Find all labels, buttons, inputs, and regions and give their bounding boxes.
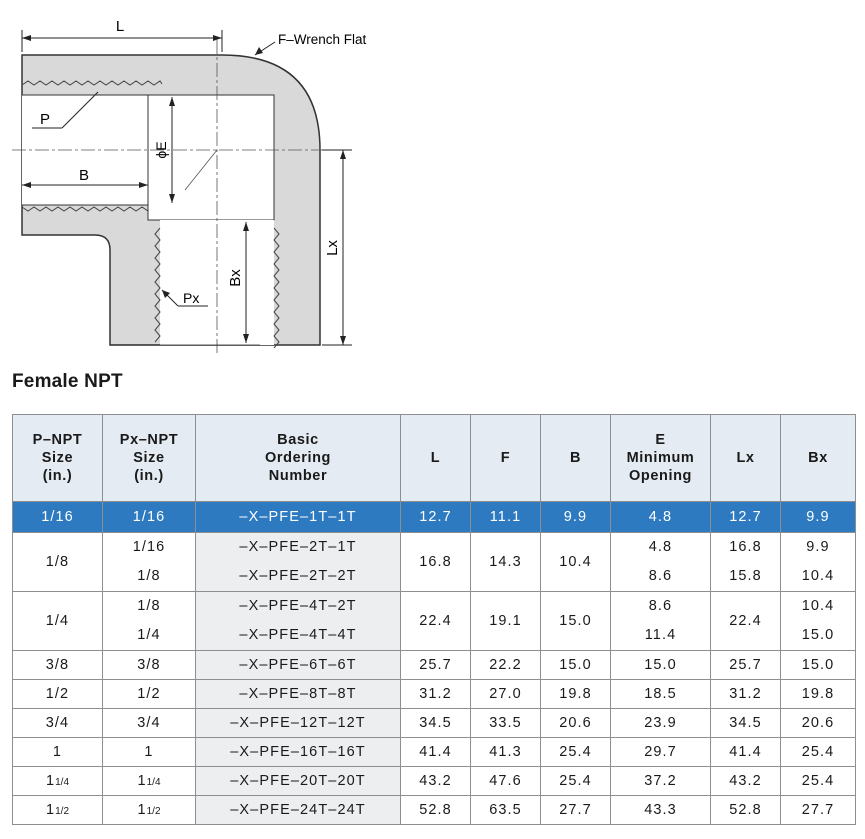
cell-f: 11.1 [471, 502, 541, 533]
cell-p: 1/8 [13, 533, 103, 592]
cell-e: 4.8 [611, 502, 711, 533]
cell-p: 3/4 [13, 709, 103, 738]
cell-b: 10.4 [541, 533, 611, 592]
cell-e: 43.3 [611, 796, 711, 825]
cell-e: 37.2 [611, 767, 711, 796]
cell-f: 63.5 [471, 796, 541, 825]
cell-e: 15.0 [611, 651, 711, 680]
cell-sub-value: –X–PFE–2T–2T [239, 568, 357, 584]
cell-ord: –X–PFE–8T–8T [196, 680, 401, 709]
cell-p: 1 [13, 738, 103, 767]
column-header-line: Bx [808, 450, 828, 466]
cell-l: 34.5 [401, 709, 471, 738]
table-row [13, 592, 856, 651]
cell-p: 1/2 [13, 680, 103, 709]
cell-sub-value: –X–PFE–4T–4T [239, 627, 357, 643]
cell-b: 15.0 [541, 651, 611, 680]
cell-sub-value: 4.8 [648, 539, 673, 555]
label-Lx: Lx [324, 240, 341, 256]
column-header-l [401, 415, 471, 502]
cell-bx: 19.8 [781, 680, 856, 709]
column-header-line: Size [133, 450, 165, 466]
cell-bx: 25.4 [781, 767, 856, 796]
cell-b: 27.7 [541, 796, 611, 825]
cell-e [611, 533, 711, 592]
cell-b: 9.9 [541, 502, 611, 533]
cell-l: 31.2 [401, 680, 471, 709]
column-header-line: P–NPT [32, 432, 83, 448]
cell-sub-value: 16.8 [729, 539, 762, 555]
cell-e: 18.5 [611, 680, 711, 709]
cell-p: 3/8 [13, 651, 103, 680]
label-L: L [115, 18, 125, 35]
table-header [13, 415, 856, 502]
cell-sub-value: 1/4 [137, 627, 161, 643]
column-header-line: Lx [736, 450, 755, 466]
cell-bx: 25.4 [781, 738, 856, 767]
cell-ord: –X–PFE–16T–16T [196, 738, 401, 767]
cell-px [103, 592, 196, 651]
cell-px: 3/4 [103, 709, 196, 738]
table-row [13, 796, 856, 825]
cell-ord: –X–PFE–1T–1T [196, 502, 401, 533]
cell-b: 15.0 [541, 592, 611, 651]
column-header-line: B [569, 450, 582, 466]
cell-sub-value: 15.8 [729, 568, 762, 584]
label-E: ϕE [153, 141, 169, 159]
fraction-part: 1/4 [146, 777, 161, 788]
table-body [13, 502, 856, 825]
table-row [13, 502, 856, 533]
column-header-lx [711, 415, 781, 502]
cell-bx: 9.9 [781, 502, 856, 533]
cell-ord: –X–PFE–6T–6T [196, 651, 401, 680]
table-row [13, 738, 856, 767]
cell-bx: 15.0 [781, 651, 856, 680]
cell-l: 16.8 [401, 533, 471, 592]
column-header-b [541, 415, 611, 502]
column-header-line: Minimum [626, 450, 695, 466]
cell-px: 1/16 [103, 502, 196, 533]
cell-sub-value: –X–PFE–4T–2T [239, 598, 357, 614]
cell-f: 14.3 [471, 533, 541, 592]
cell-lx: 52.8 [711, 796, 781, 825]
column-header-px-npt-size [103, 415, 196, 502]
column-header-line: L [430, 450, 441, 466]
cell-lx: 25.7 [711, 651, 781, 680]
column-header-basic-ordering-number [196, 415, 401, 502]
column-header-p-npt-size [13, 415, 103, 502]
cell-lx: 34.5 [711, 709, 781, 738]
column-header-line: Ordering [264, 450, 332, 466]
cell-p: 11/2 [13, 796, 103, 825]
cell-px: 3/8 [103, 651, 196, 680]
cell-px: 1 [103, 738, 196, 767]
fraction-part: 1/2 [146, 806, 161, 817]
label-Bx: Bx [227, 269, 244, 287]
cell-sub-value: 1/16 [132, 539, 166, 555]
cell-lx: 12.7 [711, 502, 781, 533]
cell-e: 23.9 [611, 709, 711, 738]
cell-sub-value: 1/8 [137, 598, 161, 614]
column-header-line: Number [268, 468, 328, 484]
cell-p: 1/4 [13, 592, 103, 651]
table-row [13, 533, 856, 592]
cell-f: 41.3 [471, 738, 541, 767]
column-header-line: (in.) [42, 468, 73, 484]
elbow-fitting-diagram [0, 0, 865, 365]
cell-l: 41.4 [401, 738, 471, 767]
cell-f: 19.1 [471, 592, 541, 651]
dimensions-table [12, 414, 856, 825]
cell-ord [196, 592, 401, 651]
cell-px [103, 533, 196, 592]
cell-sub-value: 8.6 [648, 598, 673, 614]
cell-bx [781, 533, 856, 592]
table-row [13, 651, 856, 680]
column-header-line: E [655, 432, 666, 448]
cell-ord: –X–PFE–12T–12T [196, 709, 401, 738]
table-row [13, 680, 856, 709]
column-header-e-minimum-opening [611, 415, 711, 502]
cell-sub-value: 10.4 [801, 568, 835, 584]
column-header-line: Opening [629, 468, 692, 484]
cell-sub-value: 9.9 [806, 539, 830, 555]
cell-l: 43.2 [401, 767, 471, 796]
column-header-line: Px–NPT [119, 432, 179, 448]
cell-b: 25.4 [541, 738, 611, 767]
cell-l: 12.7 [401, 502, 471, 533]
fraction-part: 1/4 [55, 777, 70, 788]
cell-bx [781, 592, 856, 651]
cell-l: 22.4 [401, 592, 471, 651]
cell-b: 25.4 [541, 767, 611, 796]
column-header-f [471, 415, 541, 502]
cell-f: 47.6 [471, 767, 541, 796]
column-header-line: Basic [277, 432, 319, 448]
cell-sub-value: –X–PFE–2T–1T [239, 539, 357, 555]
cell-b: 20.6 [541, 709, 611, 738]
cell-sub-value: 1/8 [137, 568, 161, 584]
cell-lx: 22.4 [711, 592, 781, 651]
label-B: B [78, 167, 90, 184]
column-header-line: F [500, 450, 511, 466]
cell-sub-value: 10.4 [801, 598, 835, 614]
cell-sub-value: 8.6 [648, 568, 673, 584]
cell-bx: 20.6 [781, 709, 856, 738]
cell-l: 25.7 [401, 651, 471, 680]
cell-l: 52.8 [401, 796, 471, 825]
cell-bx: 27.7 [781, 796, 856, 825]
cell-lx: 41.4 [711, 738, 781, 767]
cell-p: 1/16 [13, 502, 103, 533]
column-header-line: Size [41, 450, 74, 466]
cell-px: 11/4 [103, 767, 196, 796]
cell-ord: –X–PFE–20T–20T [196, 767, 401, 796]
label-P: P [40, 111, 51, 128]
cell-ord: –X–PFE–24T–24T [196, 796, 401, 825]
cell-sub-value: 11.4 [644, 627, 677, 643]
table-row [13, 767, 856, 796]
cell-lx: 31.2 [711, 680, 781, 709]
cell-f: 27.0 [471, 680, 541, 709]
cell-p: 11/4 [13, 767, 103, 796]
cell-b: 19.8 [541, 680, 611, 709]
table-row [13, 709, 856, 738]
label-wrench-flat: F–Wrench Flat [278, 32, 367, 47]
cell-lx: 43.2 [711, 767, 781, 796]
column-header-bx [781, 415, 856, 502]
fraction-part: 1/2 [55, 806, 70, 817]
cell-px: 11/2 [103, 796, 196, 825]
cell-f: 22.2 [471, 651, 541, 680]
cell-ord [196, 533, 401, 592]
label-Px: Px [183, 290, 200, 306]
cell-e [611, 592, 711, 651]
cell-e: 29.7 [611, 738, 711, 767]
cell-lx [711, 533, 781, 592]
cell-f: 33.5 [471, 709, 541, 738]
column-header-line: (in.) [134, 468, 164, 484]
cell-sub-value: 15.0 [801, 627, 835, 643]
cell-px: 1/2 [103, 680, 196, 709]
section-title: Female NPT [12, 371, 123, 392]
